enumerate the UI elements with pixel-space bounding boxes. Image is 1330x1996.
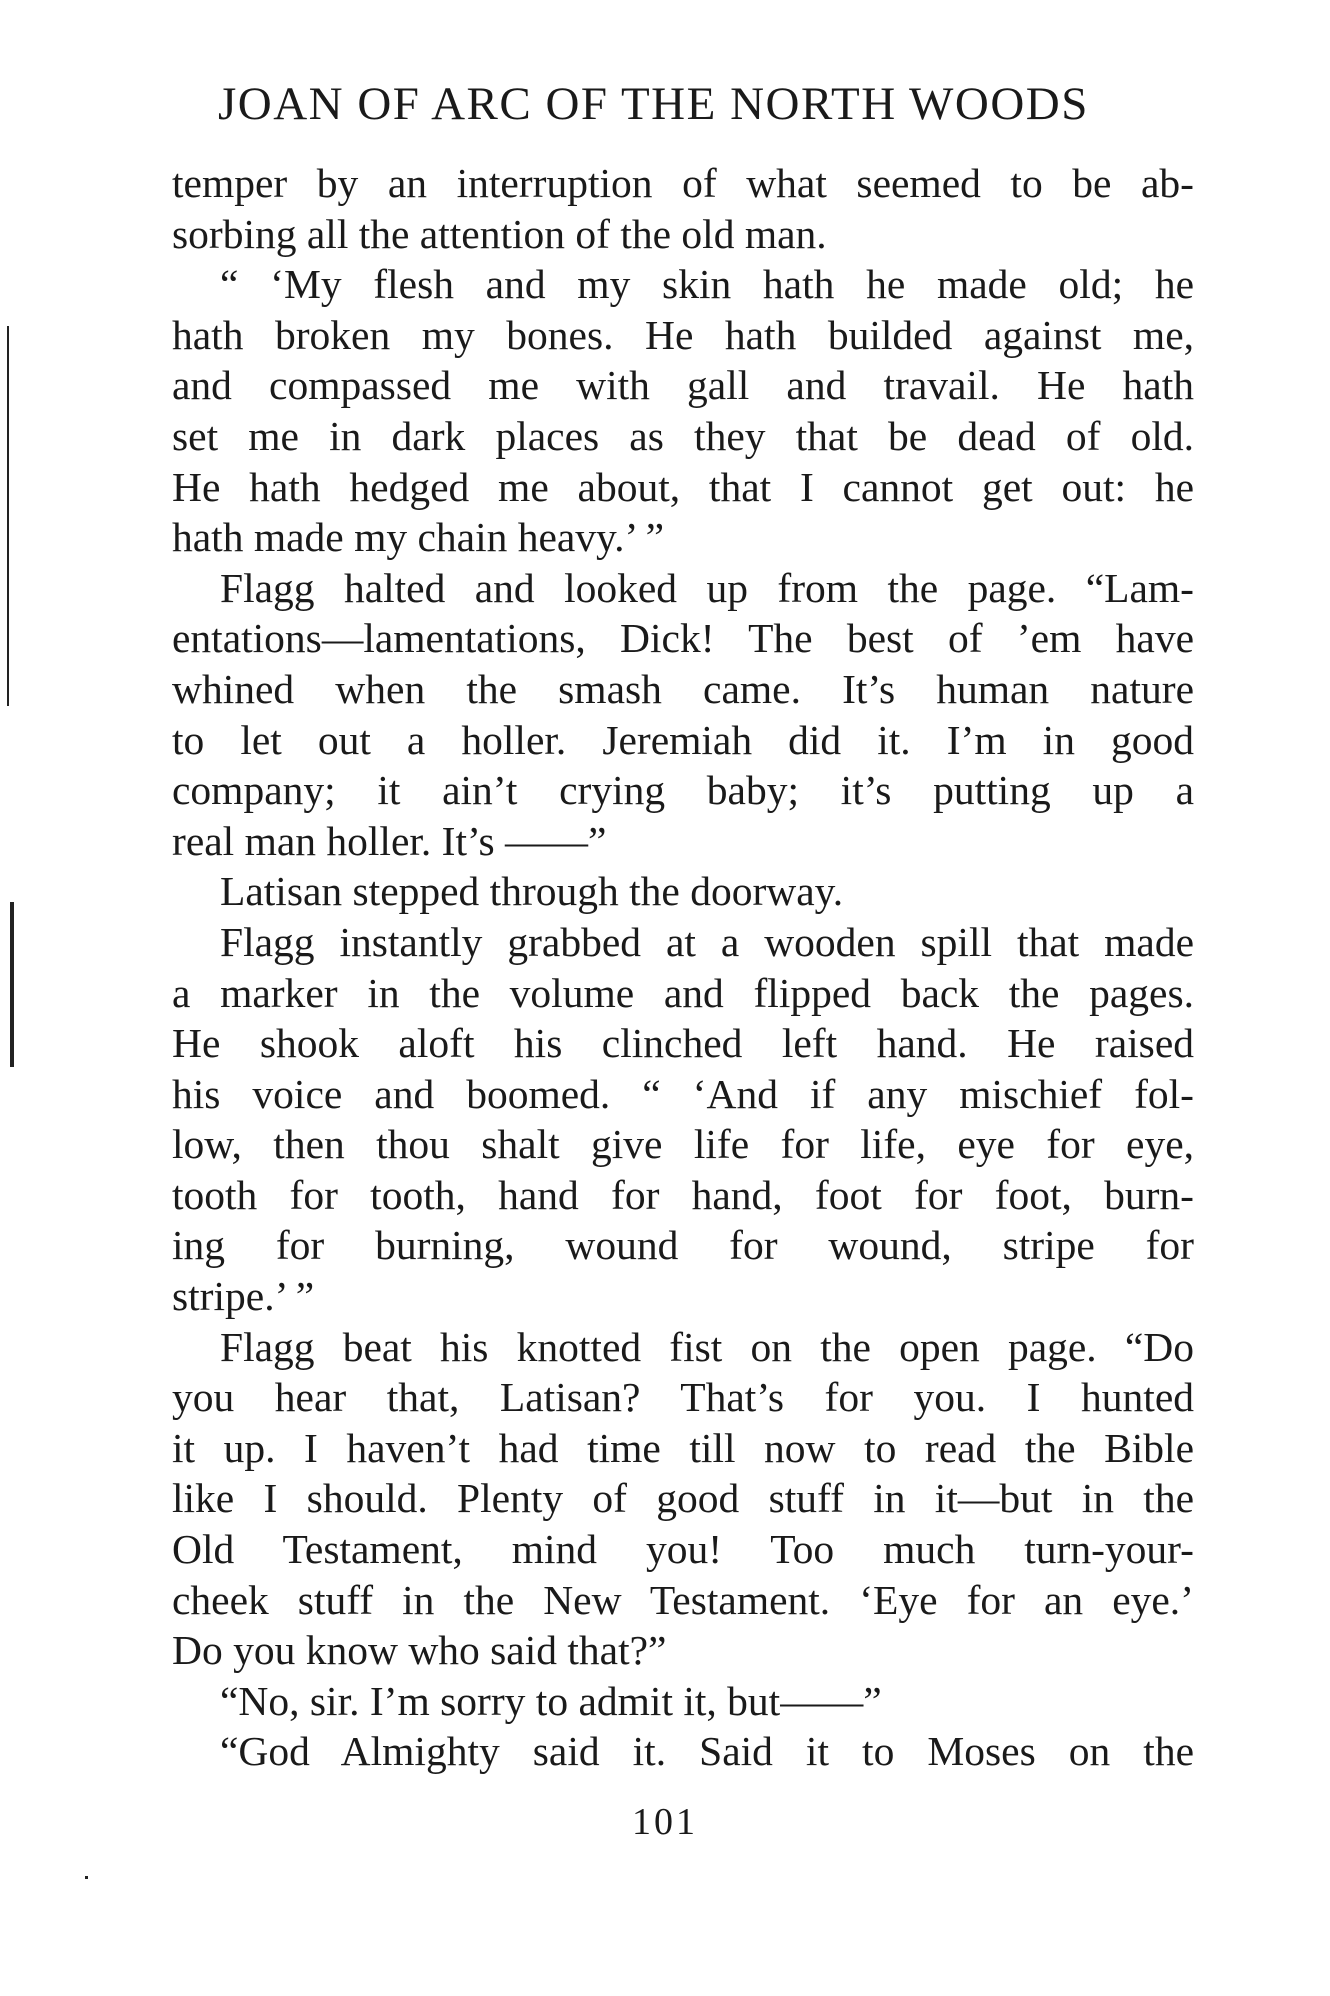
text-line: whined when the smash came. It’s human nature — [172, 665, 1194, 712]
text-line: cheek stuff in the New Testament. ‘Eye for an eye.’ — [172, 1576, 1194, 1623]
text-line: tooth for tooth, hand for hand, foot for foot, burn- — [172, 1171, 1194, 1218]
text-line: He hath hedged me about, that I cannot get out: he — [172, 463, 1194, 510]
margin-mark-lower — [10, 902, 14, 1067]
text-line: sorbing all the attention of the old man. — [172, 210, 827, 257]
text-line: Latisan stepped through the doorway. — [220, 868, 844, 915]
text-line: real man holler. It’s ——” — [172, 817, 607, 864]
text-line: a marker in the volume and flipped back the pages. — [172, 969, 1194, 1016]
text-line: entations—lamentations, Dick! The best of ’em have — [172, 615, 1194, 662]
text-line: you hear that, Latisan? That’s for you. I hunted — [172, 1374, 1194, 1421]
text-line: to let out a holler. Jeremiah did it. I’m in good — [172, 716, 1194, 763]
running-head: JOAN OF ARC OF THE NORTH WOODS — [218, 78, 1089, 130]
text-line: Flagg instantly grabbed at a wooden spill that made — [220, 918, 1194, 965]
text-line: Flagg beat his knotted fist on the open page. “Do — [220, 1323, 1194, 1370]
text-line: set me in dark places as they that be dead of old. — [172, 412, 1194, 459]
text-line: Do you know who said that?” — [172, 1627, 667, 1674]
text-line: like I should. Plenty of good stuff in it—but in the — [172, 1475, 1194, 1522]
text-line: hath made my chain heavy.’ ” — [172, 514, 665, 561]
text-line: it up. I haven’t had time till now to read the Bible — [172, 1424, 1194, 1471]
text-line: Flagg halted and looked up from the page. “Lam- — [220, 564, 1194, 611]
text-line: his voice and boomed. “ ‘And if any mischief fol- — [172, 1070, 1194, 1117]
text-line: low, then thou shalt give life for life, eye for eye, — [172, 1121, 1194, 1168]
page-number: 101 — [632, 1801, 698, 1843]
margin-mark-upper — [7, 326, 9, 706]
body-text — [172, 158, 1194, 1777]
text-line: “No, sir. I’m sorry to admit it, but——” — [220, 1677, 882, 1724]
text-line: hath broken my bones. He hath builded against me, — [172, 311, 1194, 358]
text-line: stripe.’ ” — [172, 1273, 315, 1320]
text-line: ing for burning, wound for wound, stripe for — [172, 1222, 1194, 1269]
text-line: temper by an interruption of what seemed to be ab- — [172, 160, 1194, 206]
text-line: “ ‘My flesh and my skin hath he made old; he — [220, 261, 1194, 308]
text-line: Old Testament, mind you! Too much turn-your- — [172, 1526, 1194, 1573]
text-line: “God Almighty said it. Said it to Moses on the — [220, 1728, 1194, 1775]
text-line: He shook aloft his clinched left hand. He raised — [172, 1020, 1194, 1067]
margin-speck — [85, 1876, 88, 1879]
text-line: company; it ain’t crying baby; it’s putting up a — [172, 767, 1194, 814]
text-line: and compassed me with gall and travail. He hath — [172, 362, 1194, 409]
